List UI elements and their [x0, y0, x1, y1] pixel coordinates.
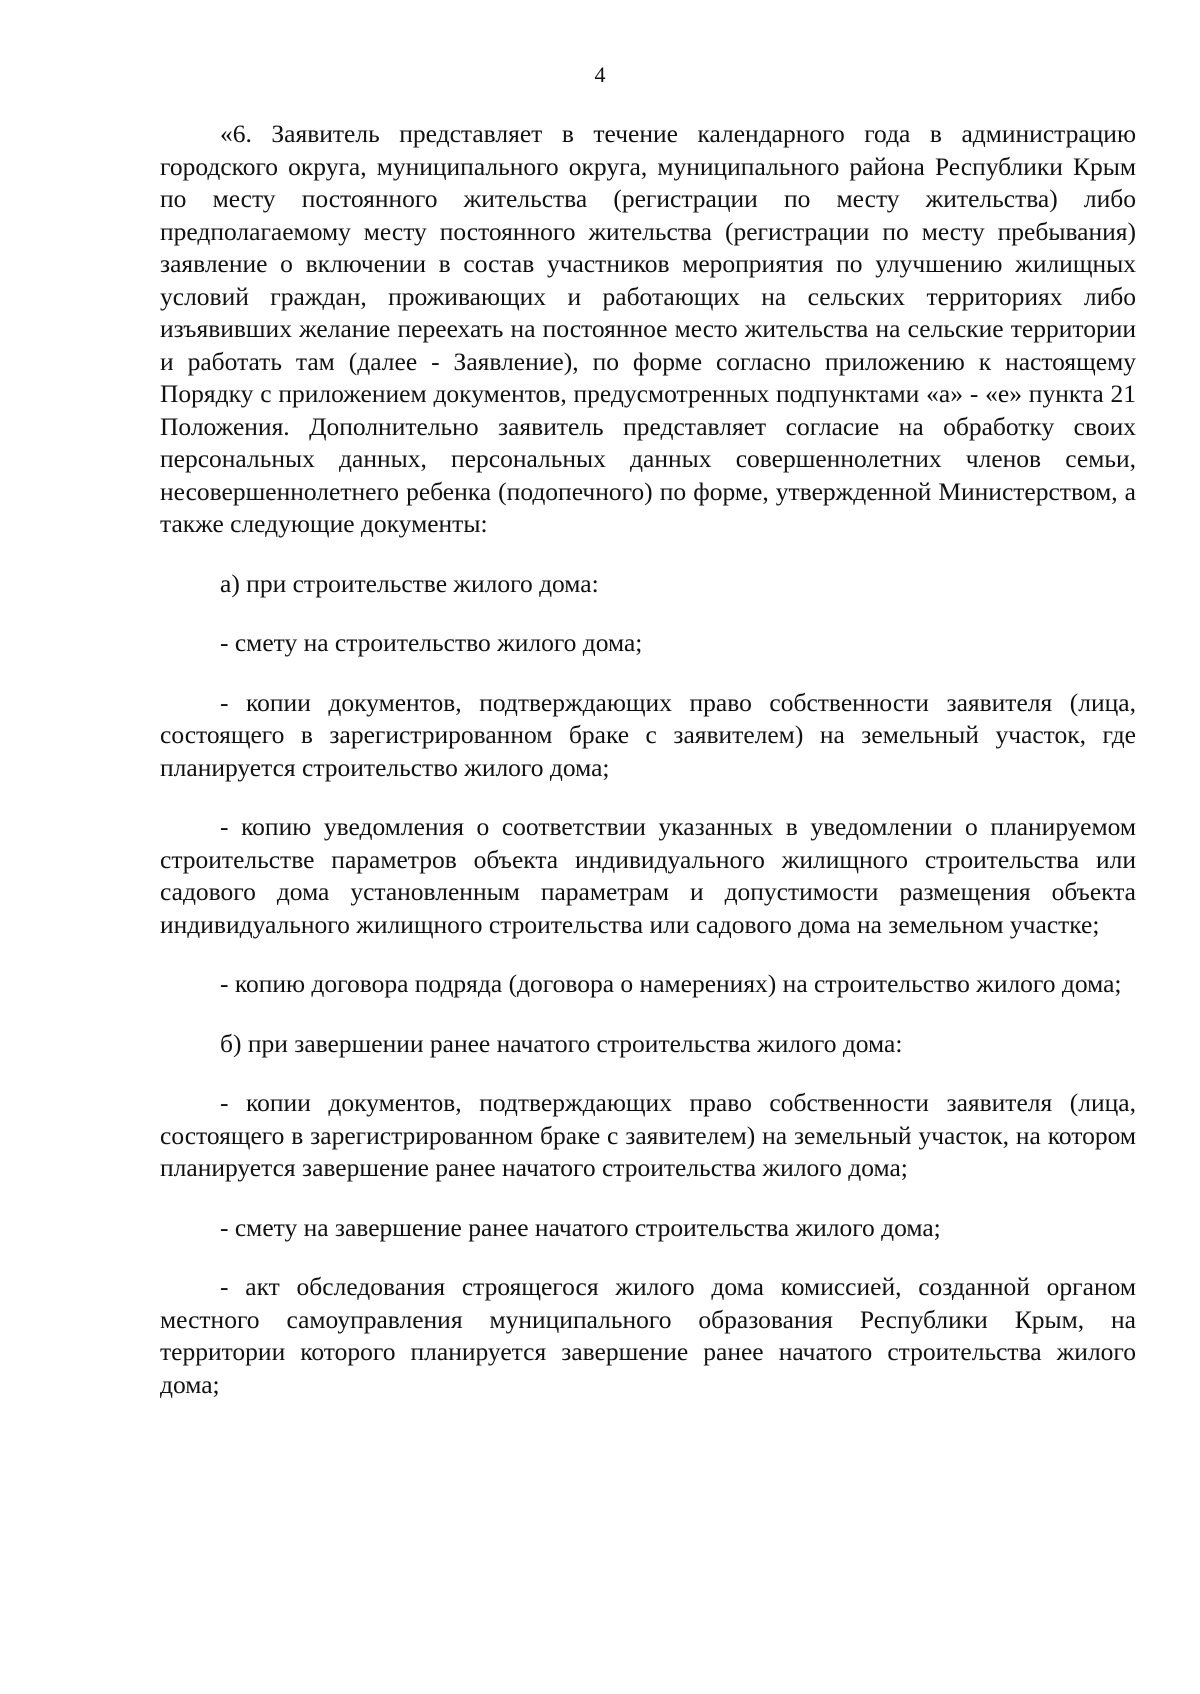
paragraph-land-ownership-completion: - копии документов, подтверждающих право собственности заявителя (лица, состоящего в зарегистрированном браке с заявителем) на земельный участок, на котором планируется завершение ранее начатого строительства жилого дома; — [160, 1088, 1136, 1182]
paragraph-subitem-a: а) при строительстве жилого дома: — [220, 568, 599, 598]
paragraph-estimate-completion: - смету на завершение ранее начатого строительства жилого дома; — [220, 1212, 941, 1242]
paragraph-notification-copy: - копию уведомления о соответствии указанных в уведомлении о планируемом строительстве параметров объекта индивидуального жилищного строительства или садового дома установленным параметрам и допустимости размещения объекта индивидуального жилищного строительства или садового дома на земельном участке; — [160, 812, 1136, 939]
page-number: 4 — [594, 62, 606, 87]
paragraph-intro: «6. Заявитель представляет в течение календарного года в администрацию городского округа, муниципального округа, муниципального района Республики Крым по месту постоянного жительства (регистрации по месту жительства) либо предполагаемому месту постоянного жительства (регистрации по месту пребывания) заявление о включении в состав участников мероприятия по улучшению жилищных условий граждан, проживающих и работающих на сельских территориях либо изъявивших желание переехать на постоянное место жительства на сельские территории и работать там (далее - Заявление), по форме согласно приложению к настоящему Порядку с приложением документов, предусмотренных подпунктами «а» - «е» пункта 21 Положения. Дополнительно заявитель представляет согласие на обработку своих персональных данных, персональных данных совершеннолетних членов семьи, несовершеннолетнего ребенка (подопечного) по форме, утвержденной Министерством, а также следующие документы: — [160, 119, 1136, 538]
paragraph-contract-copy: - копию договора подряда (договора о намерениях) на строительство жилого дома; — [220, 969, 1122, 998]
paragraph-inspection-act: - акт обследования строящегося жилого дома комиссией, созданной органом местного самоуправления муниципального образования Республики Крым, на территории которого планируется завершение ранее начатого строительства жилого дома; — [160, 1272, 1136, 1399]
paragraph-estimate-construction: - смету на строительство жилого дома; — [220, 628, 643, 657]
document-body — [160, 118, 1136, 1401]
paragraph-subitem-b: б) при завершении ранее начатого строительства жилого дома: — [220, 1028, 903, 1058]
paragraph-land-ownership-copies: - копии документов, подтверждающих право собственности заявителя (лица, состоящего в зарегистрированном браке с заявителем) на земельный участок, где планируется строительство жилого дома; — [160, 687, 1136, 782]
